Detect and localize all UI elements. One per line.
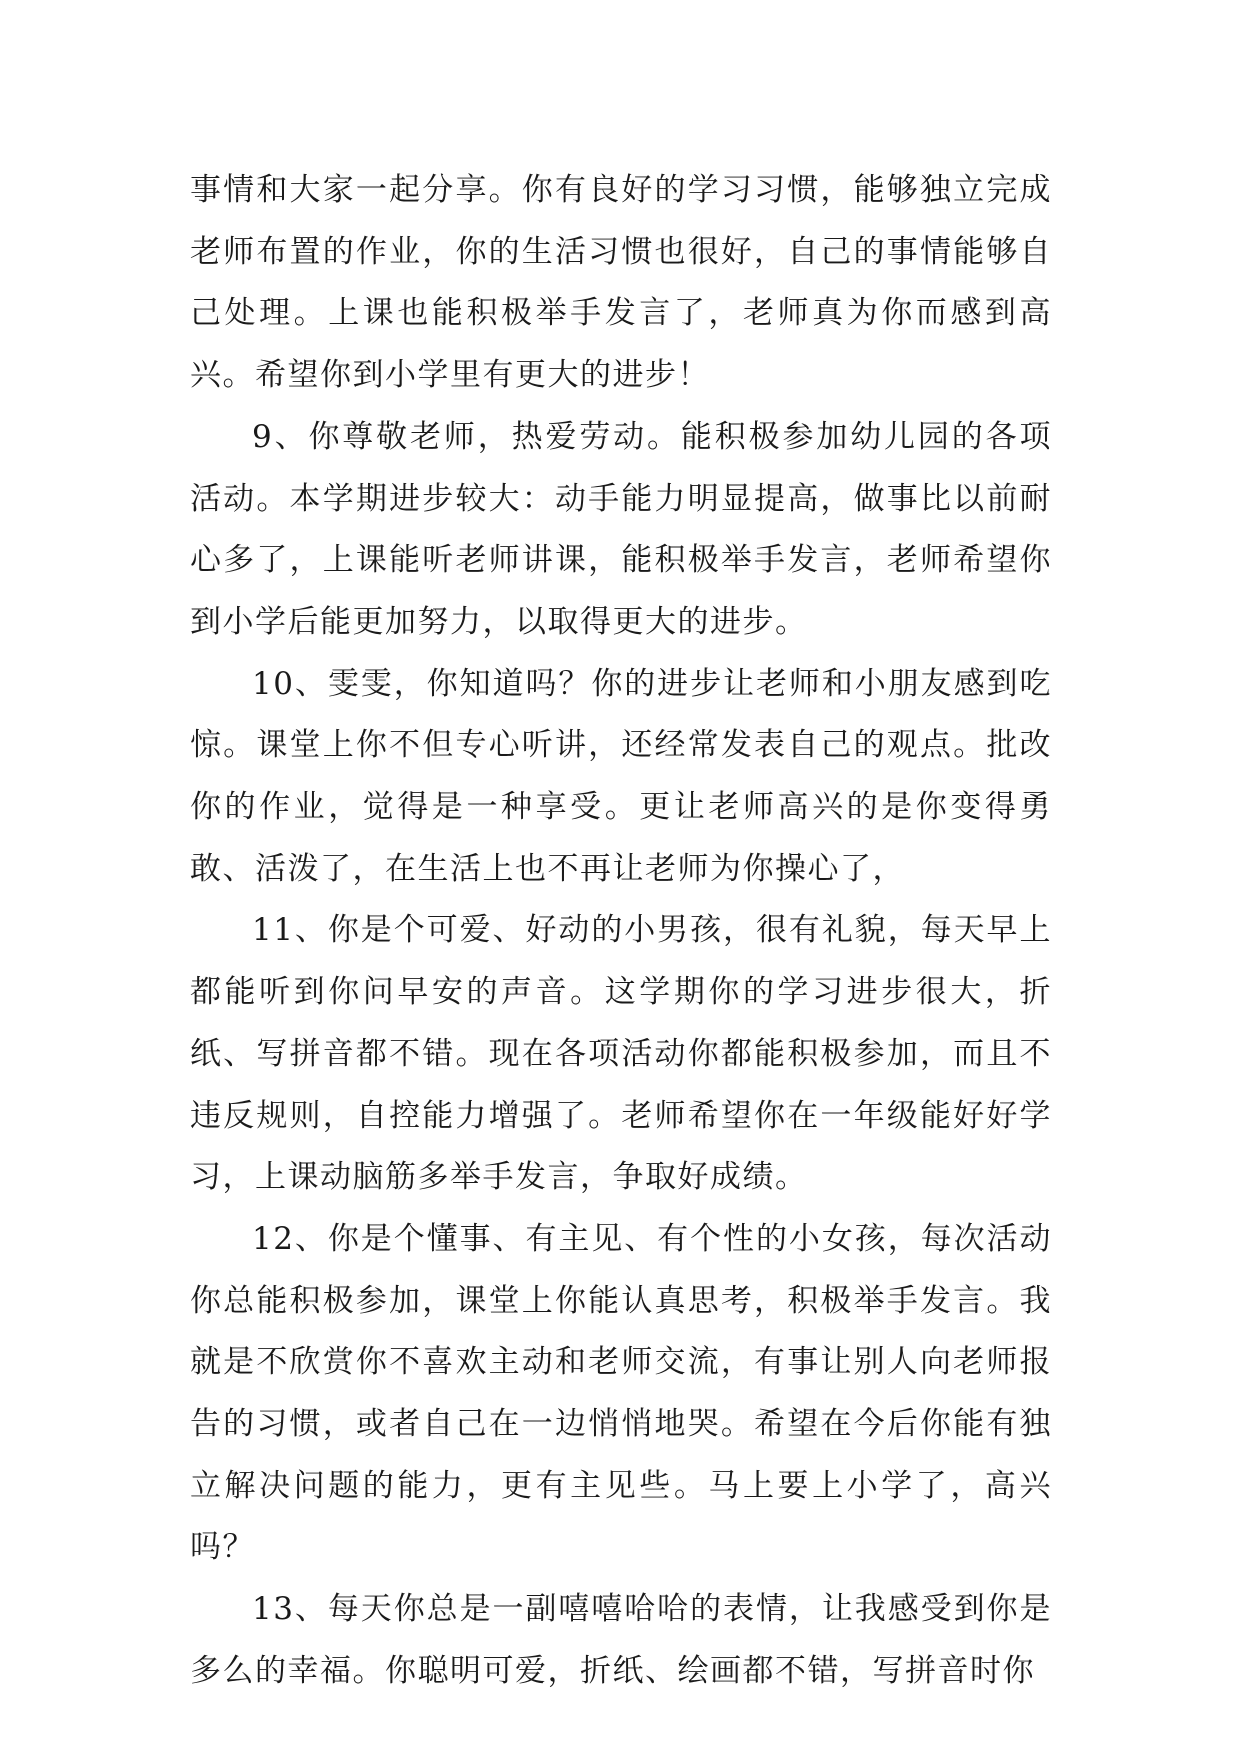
document-body [190, 160, 1052, 1703]
paragraph-comment-9: 9、你尊敬老师，热爱劳动。能积极参加幼儿园的各项活动。本学期进步较大：动手能力明显提高，做事比以前耐心多了，上课能听老师讲课，能积极举手发言，老师希望你到小学后能更加努力，以取得更大的进步。 [190, 418, 1052, 640]
paragraph-comment-10: 10、雯雯，你知道吗？你的进步让老师和小朋友感到吃惊。课堂上你不但专心听讲，还经常发表自己的观点。批改你的作业，觉得是一种享受。更让老师高兴的是你变得勇敢、活泼了，在生活上也不再让老师为你操心了， [190, 665, 1052, 887]
paragraph-comment-11: 11、你是个可爱、好动的小男孩，很有礼貌，每天早上都能听到你问早安的声音。这学期你的学习进步很大，折纸、写拼音都不错。现在各项活动你都能积极参加，而且不违反规则，自控能力增强了。老师希望你在一年级能好好学习，上课动脑筋多举手发言，争取好成绩。 [190, 912, 1052, 1196]
paragraph-comment-12: 12、你是个懂事、有主见、有个性的小女孩，每次活动你总能积极参加，课堂上你能认真思考，积极举手发言。我就是不欣赏你不喜欢主动和老师交流，有事让别人向老师报告的习惯，或者自己在一边悄悄地哭。希望在今后你能有独立解决问题的能力，更有主见些。马上要上小学了，高兴吗？ [190, 1220, 1052, 1566]
paragraph-continuation: 事情和大家一起分享。你有良好的学习习惯，能够独立完成老师布置的作业，你的生活习惯也很好，自己的事情能够自己处理。上课也能积极举手发言了，老师真为你而感到高兴。希望你到小学里有更大的进步！ [190, 172, 1052, 394]
paragraph-comment-13: 13、每天你总是一副嘻嘻哈哈的表情，让我感受到你是多么的幸福。你聪明可爱，折纸、绘画都不错，写拼音时你 [190, 1591, 1052, 1689]
